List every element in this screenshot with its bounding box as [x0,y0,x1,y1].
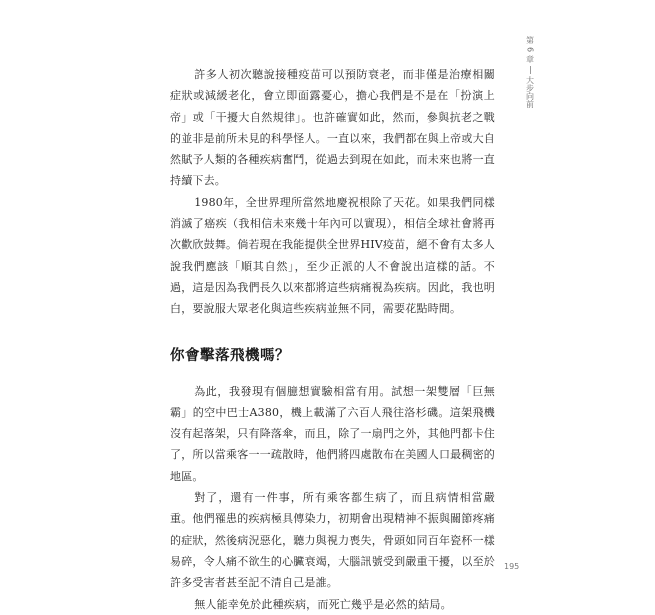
chapter-side-tab [522,36,538,111]
chapter-number: 6 [525,47,535,53]
paragraph-2: 1980年，全世界理所當然地慶祝根除了天花。如果我們同樣消滅了癌疾（我相信未來幾十年內可以實現），相信全球社會將再次歡欣鼓舞。倘若現在我能提供全世界HIV疫苗，絕不會有太多人說我們應該「順其自然」，至少正派的人不會說出這樣的話。不過，這是因為我們長久以來都將這些病痛視為疾病。因此，我也明白，要說服大眾老化與這些疾病並無不同，需要花點時間。 [170,195,495,316]
paragraph-5: 無人能幸免於此種疾病，而死亡幾乎是必然的結局。 [194,597,452,611]
chapter-title: 大步向前 [525,76,535,109]
paragraph-4: 對了，還有一件事，所有乘客都生病了，而且病情相當嚴重。他們罹患的疾病極具傳染力，初期會出現精神不振與關節疼痛的症狀，然後病況惡化，聽力與視力喪失，骨頭如同百年瓷杯一樣易碎，令人痛不欲生的心臟衰竭，大腦訊號受到嚴重干擾，以至於許多受害者甚至記不清自己是誰。 [170,491,495,590]
chapter-prefix: 第 [525,36,535,44]
page-body [170,64,495,615]
page-number: 195 [504,562,520,571]
section-heading: 你會擊落飛機嗎？ [170,347,290,364]
paragraph-1: 許多人初次聽說接種疫苗可以預防衰老，而非僅是治療相關症狀或減緩老化，會立即面露憂心，擔心我們是不是在「扮演上帝」或「干擾大自然規律」。也許確實如此，然而，參與抗老之戰的並非是前所未見的科學怪人。一直以來，我們都在與上帝或大自然賦予人類的各種疾病奮鬥，從過去到現在如此，而未來也將一直持續下去。 [170,68,495,188]
paragraph-3: 為此，我發現有個臆想實驗相當有用。試想一架雙層「巨無霸」的空中巴士A380，機上載滿了六百人飛往洛杉磯。這架飛機沒有起落架，只有降落傘，而且，除了一扇門之外，其他門都卡住了，所以當乘客一一疏散時，他們將四處散布在美國人口最稠密的地區。 [170,384,495,483]
chapter-suffix: 章 [525,55,535,64]
chapter-divider [530,66,531,74]
